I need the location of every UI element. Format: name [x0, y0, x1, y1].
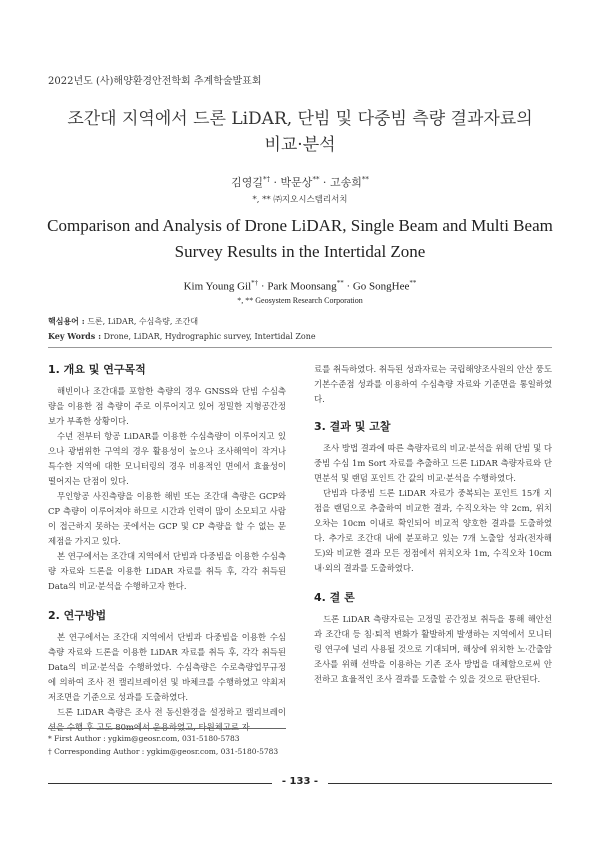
keywords-en-label: Key Words :	[48, 331, 102, 341]
section-1-paragraph: 수년 전부터 항공 LiDAR를 이용한 수심측량이 이루어지고 있으나 광범위한 구역의 경우 활용성이 높으나 조사해역이 작거나 특수한 지역에 대한 모니터링의 경우 비용적인 면에서 효율성이 떨어지는 단점이 있다.	[48, 431, 286, 486]
section-1-paragraph: 무인항공 사진측량을 이용한 해빈 또는 조간대 측량은 GCP와 CP 측량이 이루어져야 하므로 시간과 인력이 많이 소모되고 사람이 접근하지 못하는 곳에서는 GCP 및 CP 측량을 할 수 없는 문제점을 가지고 있다.	[48, 491, 286, 546]
section-1-heading: 1. 개요 및 연구목적	[48, 363, 146, 376]
korean-authors	[0, 174, 600, 190]
korean-keywords	[48, 316, 198, 327]
author-sep: ·	[258, 280, 268, 293]
section-2-heading: 2. 연구방법	[48, 609, 107, 622]
author-3-mark: **	[409, 279, 417, 287]
section-2-paragraph: 본 연구에서는 조간대 지역에서 단빔과 다중빔을 이용한 수심 측량 자료와 드론을 이용한 LiDAR 자료를 취득 후, 각각 취득된 Data의 비교·분석을 수행하였다. 수심측량은 수로측량업무규정에 의하여 조사 전 캘리브레이션 및 바체크를 수행하였고 약최저저조면을 기준으로 성과를 도출하였다.	[48, 632, 286, 702]
author-3: Go SongHee	[352, 280, 410, 293]
section-3-heading: 3. 결과 및 고찰	[314, 420, 391, 433]
keywords-kr-label: 핵심용어 :	[48, 316, 85, 326]
korean-affiliation: *, ** ㈜지오시스템리서치	[252, 195, 348, 205]
author-1-mark: *†	[263, 175, 271, 184]
author-2-mark: **	[336, 279, 344, 287]
english-affiliation: *, ** Geosystem Research Corporation	[237, 296, 363, 305]
section-4-paragraph: 드론 LiDAR 측량자료는 고정밀 공간정보 취득을 통해 해안선과 조간대 등 침·퇴적 변화가 활발하게 발생하는 지역에서 모니터링 연구에 널리 사용될 것으로 기대되며, 해상에 위치한 노·간출암 조사를 위해 선박을 이용하는 기존 조사 방법을 대체함으로써 안전하고 효율적인 조사 결과를 도출할 수 있을 것으로 판단된다.	[314, 614, 552, 684]
left-column	[48, 362, 286, 735]
korean-title-line1: 조간대 지역에서 드론 LiDAR, 단빔 및 다중빔 측량 결과자료의	[67, 109, 533, 129]
section-3-paragraph: 조사 방법 결과에 따른 측량자료의 비교·분석을 위해 단빔 및 다중빔 수심 1m Sort 자료를 추출하고 드론 LiDAR 측량자료와 단면분석 및 랜덤 포인트 간 값의 비교·분석을 수행하였다.	[314, 443, 552, 483]
footnote-first-author: * First Author : ygkim@geosr.com, 031-5180-5783	[48, 734, 240, 743]
footnote-divider	[48, 728, 286, 729]
section-3-paragraph: 단빔과 다중빔 드론 LiDAR 자료가 중복되는 포인트 15개 지점을 랜덤으로 추출하여 비교한 결과, 수직오차는 약 2cm, 위치오차는 10cm 이내로 확인되어 비교적 양호한 결과를 도출하였다. 추가로 조간대 내에 분포하고 있는 7개 노출암 성과(전자해도)와 비교한 결과 모든 정점에서 위치오차 1m, 수직오차 10cm 내·외의 결과를 도출하였다.	[314, 488, 552, 573]
author-3: 고송희	[329, 176, 362, 189]
keywords-en-value: Drone, LiDAR, Hydrographic survey, Intertidal Zone	[101, 332, 316, 341]
right-column	[314, 362, 552, 687]
korean-title-line2: 비교·분석	[264, 135, 336, 155]
author-sep: ·	[270, 176, 281, 189]
author-2: Park Moonsang	[267, 280, 337, 293]
section-2-paragraph: 드론 LiDAR 측량은 조사 전 동신환경을 설정하고 캘리브레이션을 수행 후 고도 80m에서 운용하였고, 타원체고로 자	[48, 707, 286, 732]
english-authors	[0, 279, 600, 293]
author-sep: ·	[343, 280, 353, 293]
author-3-mark: **	[361, 175, 369, 184]
english-title-line1: Comparison and Analysis of Drone LiDAR, Single Beam and Multi Beam	[47, 216, 553, 235]
footnote-corresponding-author: † Corresponding Author : ygkim@geosr.com, 031-5180-5783	[48, 747, 279, 756]
author-2-mark: **	[312, 175, 320, 184]
section-1-paragraph: 해빈이나 조간대를 포함한 측량의 경우 GNSS와 단빔 수심측량을 이용한 점 측량이 주로 이루어지고 있어 정밀한 지형공간정보가 부족한 상황이다.	[48, 386, 286, 426]
keywords-divider	[48, 347, 552, 348]
section-4-heading: 4. 결 론	[314, 591, 355, 604]
author-1-mark: *†	[251, 279, 259, 287]
author-1: 김영길	[231, 176, 264, 189]
keywords-kr-value: 드론, LiDAR, 수심측량, 조간대	[84, 317, 199, 326]
author-1: Kim Young Gil	[183, 280, 252, 293]
english-keywords	[48, 331, 316, 341]
conference-header: 2022년도 (사)해양환경안전학회 추계학술발표회	[48, 76, 262, 87]
section-2-continuation: 료를 취득하였다. 취득된 성과자료는 국립해양조사원의 안산 풍도 기본수준점 성과를 이용하여 수심측량 자료와 기준면을 통일하였다.	[314, 364, 552, 404]
english-title-line2: Survey Results in the Intertidal Zone	[174, 242, 426, 261]
author-sep: ·	[319, 176, 330, 189]
author-2: 박문상	[280, 176, 313, 189]
page-number: - 133 -	[281, 776, 319, 787]
section-1-paragraph: 본 연구에서는 조간대 지역에서 단빔과 다중빔을 이용한 수심측량 자료와 드론을 이용한 LiDAR 자료를 취득 후, 각각 취득된 Data의 비교·분석을 수행하고자 한다.	[48, 551, 286, 591]
